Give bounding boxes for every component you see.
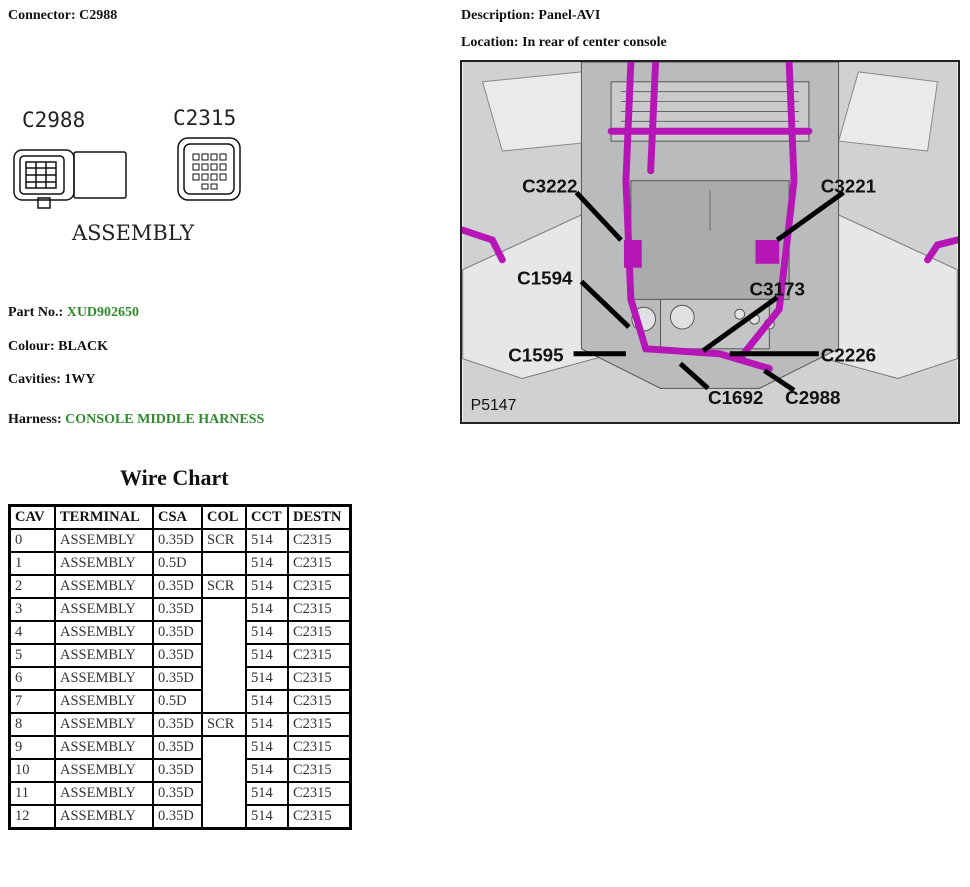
cell-terminal: ASSEMBLY [55,782,153,805]
header-col: COL [202,506,246,529]
cell-terminal: ASSEMBLY [55,575,153,598]
harness-value: CONSOLE MIDDLE HARNESS [65,412,265,427]
cell-cct: 514 [246,736,288,759]
cell-destn: C2315 [288,644,350,667]
cell-csa: 0.35D [153,782,202,805]
cell-destn: C2315 [288,782,350,805]
cell-cct: 514 [246,621,288,644]
cell-cav: 4 [10,621,55,644]
cell-col [202,690,246,713]
photo-code: P5147 [470,397,517,415]
table-row [10,529,350,552]
cell-csa: 0.35D [153,575,202,598]
description-label: Description: [461,8,535,23]
cell-terminal: ASSEMBLY [55,690,153,713]
callout-c3173: C3173 [749,278,805,300]
cell-destn: C2315 [288,667,350,690]
cell-cav: 11 [10,782,55,805]
wire-chart-title: Wire Chart [120,465,229,490]
colour-line [8,339,108,355]
cell-cav: 3 [10,598,55,621]
colour-value: BLACK [58,339,108,354]
location-value: In rear of center console [522,35,667,50]
cell-col [202,805,246,828]
cell-destn: C2315 [288,690,350,713]
wire-chart-table [8,504,352,830]
table-row [10,575,350,598]
cell-destn: C2315 [288,805,350,828]
cell-csa: 0.35D [153,598,202,621]
cell-destn: C2315 [288,598,350,621]
cell-csa: 0.35D [153,621,202,644]
cell-col [202,621,246,644]
table-row [10,782,350,805]
colour-label: Colour: [8,339,55,354]
cell-cav: 7 [10,690,55,713]
cell-col: SCR [202,575,246,598]
cell-cav: 8 [10,713,55,736]
cell-col [202,598,246,621]
cell-cav: 5 [10,644,55,667]
cell-cct: 514 [246,644,288,667]
cell-terminal: ASSEMBLY [55,805,153,828]
callout-c1692: C1692 [708,387,764,409]
cell-csa: 0.35D [153,667,202,690]
callout-c3222: C3222 [522,175,578,197]
cell-col [202,552,246,575]
cell-csa: 0.5D [153,552,202,575]
cell-terminal: ASSEMBLY [55,736,153,759]
table-row [10,667,350,690]
cell-cct: 514 [246,759,288,782]
left-connector-name: C2988 [22,108,86,132]
right-connector-name: C2315 [173,106,237,130]
header-terminal: TERMINAL [55,506,153,529]
cell-cct: 514 [246,598,288,621]
cavities-line [8,372,96,388]
cell-destn: C2315 [288,552,350,575]
cell-terminal: ASSEMBLY [55,621,153,644]
cell-col [202,782,246,805]
cell-cct: 514 [246,552,288,575]
cell-cav: 10 [10,759,55,782]
cavities-value: 1WY [64,372,96,387]
cell-col [202,759,246,782]
cell-col [202,644,246,667]
table-row [10,552,350,575]
wire-chart-header-row [10,506,350,529]
cell-csa: 0.35D [153,529,202,552]
assembly-label: ASSEMBLY [72,221,195,245]
cell-csa: 0.35D [153,759,202,782]
header-cct: CCT [246,506,288,529]
part-label: Part No.: [8,305,64,320]
cell-csa: 0.35D [153,644,202,667]
cell-cav: 2 [10,575,55,598]
connector-label: Connector: [8,8,76,23]
table-row [10,690,350,713]
cell-destn: C2315 [288,575,350,598]
cell-cav: 9 [10,736,55,759]
cell-cav: 0 [10,529,55,552]
cell-cav: 12 [10,805,55,828]
cell-terminal: ASSEMBLY [55,759,153,782]
harness-line [8,412,264,428]
cell-cct: 514 [246,529,288,552]
description-value: Panel-AVI [538,8,601,23]
callout-c1594: C1594 [517,267,573,289]
cell-destn: C2315 [288,621,350,644]
harness-label: Harness: [8,412,62,427]
connector-diagram [0,100,270,250]
cell-col: SCR [202,713,246,736]
cell-col: SCR [202,529,246,552]
callout-c2226: C2226 [820,344,877,366]
location-illustration [460,60,960,424]
header-destn: DESTN [288,506,350,529]
connector-line [8,8,117,24]
table-row [10,621,350,644]
cell-cav: 1 [10,552,55,575]
cell-cct: 514 [246,667,288,690]
table-row [10,759,350,782]
cell-terminal: ASSEMBLY [55,713,153,736]
cell-terminal: ASSEMBLY [55,552,153,575]
connector-c2315-drawing [178,138,240,200]
cell-cav: 6 [10,667,55,690]
part-number-value: XUD902650 [66,305,140,320]
cell-csa: 0.5D [153,690,202,713]
table-row [10,805,350,828]
connector-value: C2988 [79,8,118,23]
cell-csa: 0.35D [153,713,202,736]
table-row [10,713,350,736]
cell-csa: 0.35D [153,736,202,759]
cell-destn: C2315 [288,759,350,782]
header-csa: CSA [153,506,202,529]
cell-destn: C2315 [288,529,350,552]
table-row [10,644,350,667]
cavities-label: Cavities: [8,372,61,387]
cell-cct: 514 [246,805,288,828]
cell-col [202,736,246,759]
cell-cct: 514 [246,690,288,713]
header-cav: CAV [10,506,55,529]
cell-terminal: ASSEMBLY [55,667,153,690]
cell-csa: 0.35D [153,805,202,828]
location-line [461,35,667,51]
cell-destn: C2315 [288,736,350,759]
callout-c1595: C1595 [508,344,564,366]
part-line [8,305,139,321]
table-row [10,598,350,621]
cell-destn: C2315 [288,713,350,736]
cell-terminal: ASSEMBLY [55,529,153,552]
description-line [461,8,600,24]
callout-c3221: C3221 [820,175,877,197]
cell-col [202,667,246,690]
location-label: Location: [461,35,519,50]
cell-cct: 514 [246,575,288,598]
cell-cct: 514 [246,782,288,805]
callout-c2988: C2988 [785,387,841,409]
connector-c2988-drawing [14,150,126,208]
cell-terminal: ASSEMBLY [55,644,153,667]
cell-cct: 514 [246,713,288,736]
table-row [10,736,350,759]
cell-terminal: ASSEMBLY [55,598,153,621]
